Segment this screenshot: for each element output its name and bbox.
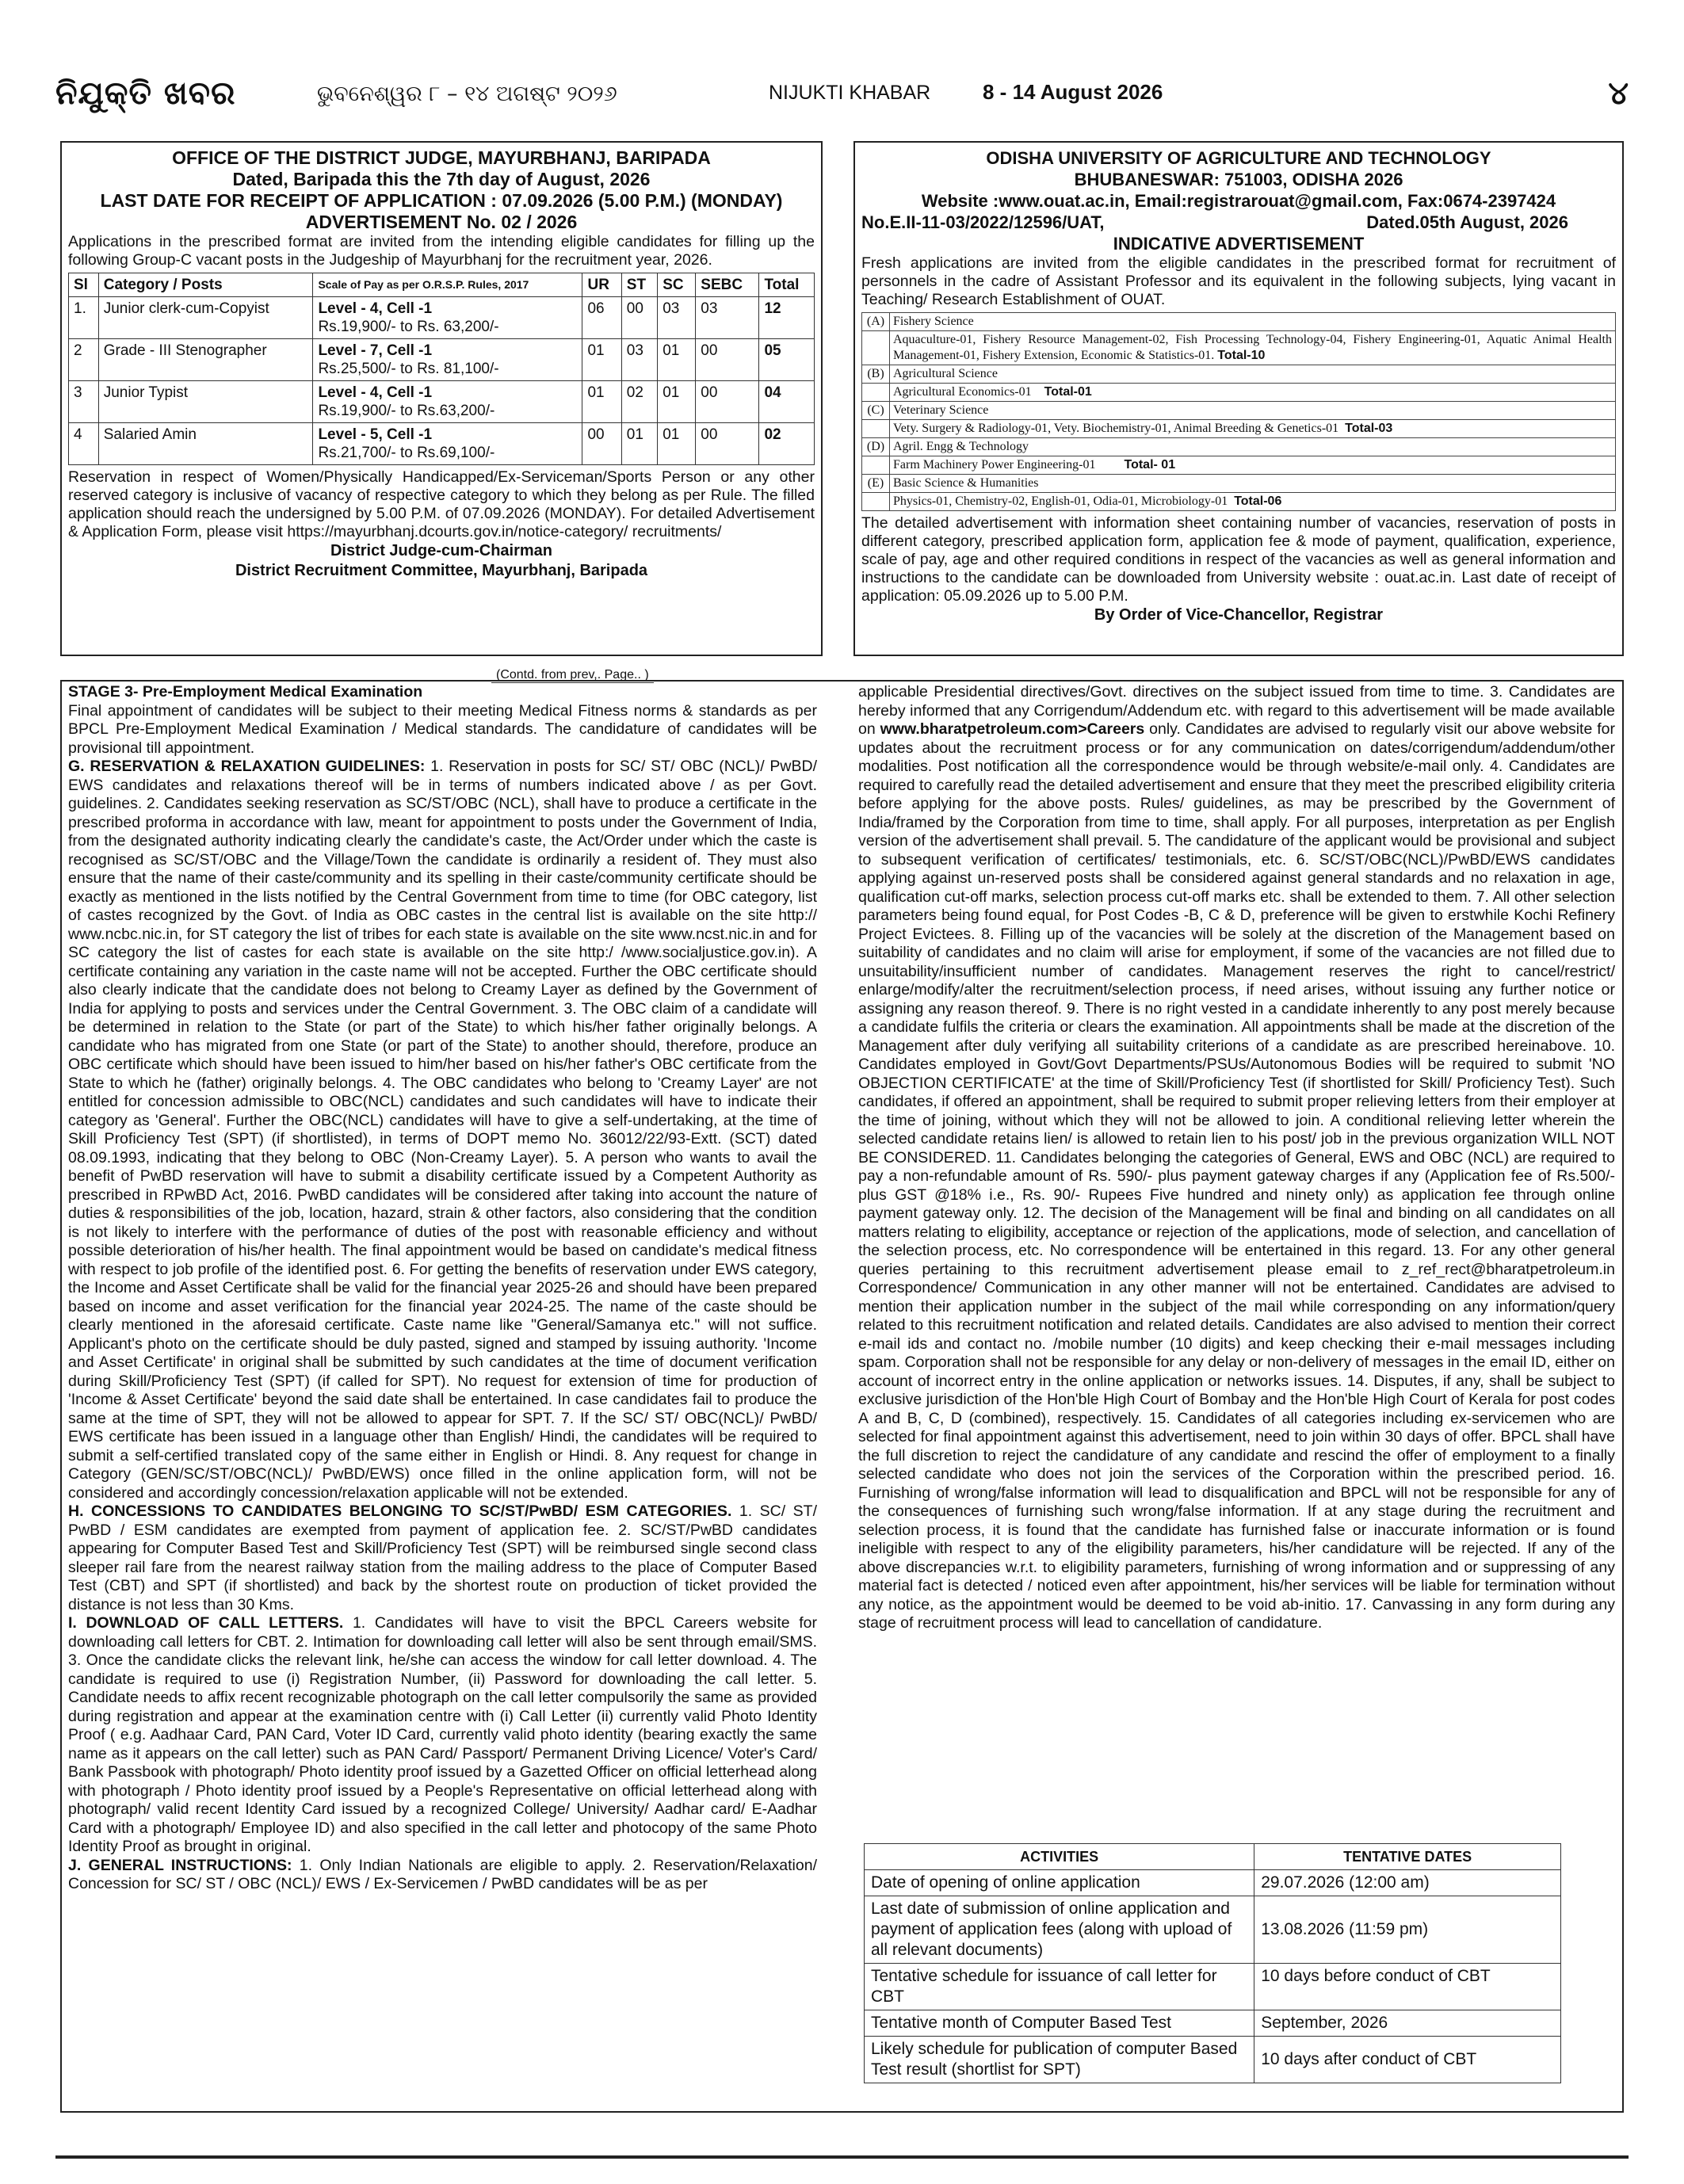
ouat-adv-title: INDICATIVE ADVERTISEMENT bbox=[1113, 234, 1365, 254]
judge-title: OFFICE OF THE DISTRICT JUDGE, MAYURBHANJ, BARIPADA bbox=[172, 147, 711, 168]
cell-total: 12 bbox=[759, 297, 815, 339]
group-letter: (B) bbox=[862, 365, 890, 384]
bpcl-left-column bbox=[68, 683, 817, 1894]
group-name: Agricultural Science bbox=[890, 365, 1616, 384]
judge-sign-2: District Recruitment Committee, Mayurbhanj, Baripada bbox=[235, 562, 648, 579]
cell-sebc: 00 bbox=[696, 423, 759, 465]
col-total: Total bbox=[759, 273, 815, 297]
table-row bbox=[865, 2010, 1561, 2037]
table-row bbox=[69, 381, 815, 423]
cell-st: 00 bbox=[621, 297, 657, 339]
group-total: Total-10 bbox=[1217, 349, 1266, 362]
cell-sc: 01 bbox=[658, 381, 696, 423]
table-row bbox=[862, 456, 1616, 475]
activity-cell: Date of opening of online application bbox=[865, 1870, 1254, 1896]
cell-scale bbox=[313, 381, 582, 423]
table-row bbox=[862, 331, 1616, 365]
ouat-address: BHUBANESWAR: 751003, ODISHA 2026 bbox=[1074, 170, 1403, 189]
cell-post: Grade - III Stenographer bbox=[98, 339, 313, 381]
judge-last-date: LAST DATE FOR RECEIPT OF APPLICATION : 07.09.2026 (5.00 P.M.) (MONDAY) bbox=[100, 190, 783, 211]
col-category: Category / Posts bbox=[98, 273, 313, 297]
page-header bbox=[55, 75, 1629, 123]
edition-date: 8 - 14 August 2026 bbox=[983, 80, 1163, 104]
cell-sl: 1. bbox=[69, 297, 99, 339]
group-name: Basic Science & Humanities bbox=[890, 475, 1616, 493]
ouat-ad bbox=[853, 141, 1624, 656]
cell-total: 05 bbox=[759, 339, 815, 381]
subject-table bbox=[861, 312, 1616, 511]
table-row bbox=[862, 420, 1616, 438]
date-cell: 10 days before conduct of CBT bbox=[1254, 1964, 1561, 2010]
cell-post: Junior Typist bbox=[98, 381, 313, 423]
judge-dated: Dated, Baripada this the 7th day of August, 2026 bbox=[232, 169, 651, 189]
activities-header-row bbox=[865, 1844, 1561, 1870]
district-judge-ad bbox=[60, 141, 823, 656]
page-number: ୪ bbox=[1608, 75, 1629, 112]
right-text-1: applicable Presidential directives/Govt. directives on the subject issued from time to time. 3. Candidates are hereby informed that any Corrigendum/Addendum etc. with regard to this advertisement will be made available on bbox=[858, 683, 1615, 738]
cell-level: Level - 7, Cell -1 bbox=[318, 342, 433, 359]
judge-sign-1: District Judge-cum-Chairman bbox=[330, 542, 553, 559]
table-row bbox=[865, 1964, 1561, 2010]
group-name: Agril. Engg & Technology bbox=[890, 438, 1616, 456]
date-cell: 29.07.2026 (12:00 am) bbox=[1254, 1870, 1561, 1896]
ouat-ref-no: No.E.II-11-03/2022/12596/UAT, bbox=[861, 212, 1105, 232]
cell-sc: 01 bbox=[658, 339, 696, 381]
cell-sc: 01 bbox=[658, 423, 696, 465]
col-sc: SC bbox=[658, 273, 696, 297]
col-sl: Sl bbox=[69, 273, 99, 297]
activity-cell: Last date of submission of online application and payment of application fees (along with upload of all relevant documents) bbox=[865, 1896, 1254, 1964]
activities-table bbox=[864, 1843, 1561, 2083]
group-total: Total-06 bbox=[1234, 494, 1282, 508]
cell-scale bbox=[313, 423, 582, 465]
masthead-logo: ନିଯୁକ୍ତି ଖବର bbox=[55, 75, 236, 112]
table-row bbox=[862, 402, 1616, 420]
table-row bbox=[862, 313, 1616, 331]
bpcl-careers-link[interactable]: www.bharatpetroleum.com>Careers bbox=[880, 720, 1145, 738]
group-subjects: Vety. Surgery & Radiology-01, Vety. Biochemistry-01, Animal Breeding & Genetics-01 Total-03 bbox=[890, 420, 1616, 438]
group-subjects: Aquaculture-01, Fishery Resource Management-02, Fish Processing Technology-04, Fishery Engineering-01, Aquatic Animal Health Management-01, Fishery Extension, Economic & Statistics-01. Total-10 bbox=[890, 331, 1616, 365]
cell-pay: Rs.21,700/- to Rs.69,100/- bbox=[318, 445, 495, 461]
group-total: Total-01 bbox=[1044, 385, 1092, 399]
paper-name: NIJUKTI KHABAR bbox=[769, 82, 931, 104]
cell-sl: 3 bbox=[69, 381, 99, 423]
group-total: Total-03 bbox=[1345, 422, 1393, 435]
bpcl-right-column bbox=[858, 683, 1615, 1633]
cell-ur: 01 bbox=[582, 381, 621, 423]
cell-sc: 03 bbox=[658, 297, 696, 339]
ouat-sign: By Order of Vice-Chancellor, Registrar bbox=[1094, 606, 1384, 624]
vacancy-header-row bbox=[69, 273, 815, 297]
group-subjects: Farm Machinery Power Engineering-01 Total- 01 bbox=[890, 456, 1616, 475]
call-letters-section: I. DOWNLOAD OF CALL LETTERS. 1. Candidates will have to visit the BPCL Careers website for downloading call letters for CBT. 2. Intimation for downloading call letter will also be sent through email/SMS. 3. Once the candidate clicks the relevant link, he/she can access the window for call letter download. 4. The candidate is required to use (i) Registration Number, (ii) Password for downloading the call letter. 5. Candidate needs to affix recent recognizable photograph on the call letter compulsorily the same as provided during registration and appear at the examination centre with (i) Call Letter (ii) currently valid Photo Identity Proof ( e.g. Aadhaar Card, PAN Card, Voter ID Card, currently valid photo identity (bearing exactly the same name as it appears on the call letter) such as PAN Card/ Passport/ Permanent Driving Licence/ Voter's Card/ Bank Passbook with photograph/ Photo identity proof issued by a Gazetted Officer on official letterhead along with photograph / Photo identity proof issued by a People's Representative on official letterhead along with photograph/ valid recent Identity Card issued by a recognized College/ University/ Aadhar card/ E-Aadhar Card with a photograph/ Employee ID) and also specified in the call letter and photocopy of the same Photo Identity Proof as brought in original. bbox=[68, 1614, 817, 1855]
cell-pay: Rs.25,500/- to Rs. 81,100/- bbox=[318, 361, 499, 377]
group-letter: (D) bbox=[862, 438, 890, 456]
col-ur: UR bbox=[582, 273, 621, 297]
odia-date: ଭୁବନେଶ୍ୱର ୮ – ୧୪ ଅଗଷ୍ଟ ୨୦୨୬ bbox=[317, 82, 617, 106]
col-st: ST bbox=[621, 273, 657, 297]
general-instructions-section: J. GENERAL INSTRUCTIONS: 1. Only Indian Nationals are eligible to apply. 2. Reservation/Relaxation/ Concession for SC/ ST / OBC (NCL)/ EWS / Ex-Servicemen / PwBD candidates will be as per bbox=[68, 1856, 817, 1892]
table-row bbox=[862, 438, 1616, 456]
date-cell: 13.08.2026 (11:59 pm) bbox=[1254, 1896, 1561, 1964]
table-row bbox=[862, 384, 1616, 402]
cell-st: 02 bbox=[621, 381, 657, 423]
table-row bbox=[862, 493, 1616, 511]
cell-sl: 4 bbox=[69, 423, 99, 465]
activity-cell: Tentative schedule for issuance of call letter for CBT bbox=[865, 1964, 1254, 2010]
table-row bbox=[69, 339, 815, 381]
cell-post: Junior clerk-cum-Copyist bbox=[98, 297, 313, 339]
table-row bbox=[862, 475, 1616, 493]
table-row bbox=[69, 423, 815, 465]
group-subjects: Physics-01, Chemistry-02, English-01, Odia-01, Microbiology-01 Total-06 bbox=[890, 493, 1616, 511]
cell-st: 01 bbox=[621, 423, 657, 465]
table-row bbox=[865, 2037, 1561, 2083]
col-activities: ACTIVITIES bbox=[865, 1844, 1254, 1870]
ouat-intro: Fresh applications are invited from the eligible candidates in the prescribed format for recruitment of personnels in the cadre of Assistant Professor and its equivalent in the following subjects, lying vacant in Teaching/ Research Establishment of OUAT. bbox=[861, 254, 1616, 308]
table-row bbox=[865, 1870, 1561, 1896]
date-cell: September, 2026 bbox=[1254, 2010, 1561, 2037]
col-sebc: SEBC bbox=[696, 273, 759, 297]
cell-sebc: 00 bbox=[696, 339, 759, 381]
cell-total: 04 bbox=[759, 381, 815, 423]
ouat-contact: Website :www.ouat.ac.in, Email:registrarouat@gmail.com, Fax:0674-2397424 bbox=[921, 191, 1556, 211]
judge-footer: Reservation in respect of Women/Physically Handicapped/Ex-Serviceman/Sports Person or any other reserved category is inclusive of vacancy of respective category to which they belong as per Rule. The filled application should reach the undersigned by 5.00 P.M. of 07.09.2026 (MONDAY). For detailed Advertisement & Application Form, please visit https://mayurbhanj.dcourts.gov.in/notice-category/ recruitments/ bbox=[68, 468, 815, 540]
stage3-section: STAGE 3- Pre-Employment Medical Examination Final appointment of candidates will be subject to their meeting Medical Fitness norms & standards as per BPCL Pre-Employment Medical Examination / Medical standards. The candidature of candidates will be provisional till appointment. bbox=[68, 683, 817, 757]
judge-adv-no: ADVERTISEMENT No. 02 / 2026 bbox=[305, 212, 578, 232]
concessions-section: H. CONCESSIONS TO CANDIDATES BELONGING TO SC/ST/PwBD/ ESM CATEGORIES. 1. SC/ ST/ PwBD / ESM candidates are exempted from payment of application fee. 2. SC/ST/PwBD candidates appearing for Computer Based Test and Skill/Proficiency Test (SPT) will be reimbursed single second class sleeper rail fare from the nearest railway station from the mailing address to the place of Computer Based Test (CBT) and SPT (if shortlisted) and back by the shortest route on production of ticket provided the distance is not less than 30 Kms. bbox=[68, 1502, 817, 1613]
cell-ur: 06 bbox=[582, 297, 621, 339]
bottom-rule bbox=[55, 2155, 1629, 2159]
cell-level: Level - 4, Cell -1 bbox=[318, 384, 433, 401]
ouat-ref bbox=[861, 212, 1616, 233]
cell-level: Level - 5, Cell -1 bbox=[318, 426, 433, 443]
ouat-footer: The detailed advertisement with information sheet containing number of vacancies, reservation of posts in different category, prescribed application form, application fee & mode of payment, qualification, experience, scale of pay, age and other required conditions in respect of the vacancies as well as general information and instructions to the candidate can be downloaded from University website : ouat.ac.in. Last date of receipt of application: 05.09.2026 up to 5.00 P.M. bbox=[861, 514, 1616, 605]
group-letter: (A) bbox=[862, 313, 890, 331]
activity-cell: Likely schedule for publication of computer Based Test result (shortlist for SPT) bbox=[865, 2037, 1254, 2083]
reservation-section: G. RESERVATION & RELAXATION GUIDELINES: 1. Reservation in posts for SC/ ST/ OBC (NCL)/ PwBD/ EWS candidates and relaxations thereof will be in terms of numbers indicated above / as per Govt. guidelines. 2. Candidates seeking reservation as SC/ST/OBC (NCL), shall have to produce a certificate in the prescribed proforma in accordance with law, meant for appointment to posts under the Government of India, from the designated authority indicating clearly the candidate's caste, the Act/Order under which the caste is recognised as SC/ST/OBC and the Village/Town the candidate is ordinarily a resident of. They must also ensure that the name of their caste/community and its spelling in their caste/community certificate should be exactly as mentioned in the lists notified by the Central Government from time to time (for OBC category, list of castes recognized by the Govt. of India as OBC castes in the central list is available on the site http:// www.ncbc.nic.in, for ST category the list of tribes for each state is available on the site www.ncst.nic.in and for SC category the list of castes for each state is available on the site http:/ /www.socialjustice.gov.in). A certificate containing any variation in the caste name will not be accepted. Further the OBC certificate should also clearly indicate that the candidate does not belong to Creamy Layer as defined by the Government of India for applying to posts and services under the Central Government. 3. The OBC claim of a candidate will be determined in relation to the State (or part of the State) to which his/her father originally belongs. A candidate who has migrated from one State (or part of the State) to another should, therefore, produce an OBC certificate which should have been issued to him/her based on his/her father's OBC certificate from the State to which he (father) originally belongs. 4. The OBC candidates who belong to 'Creamy Layer' are not entitled for concession admissible to OBC(NCL) candidates and such candidates will have to indicate their category as 'General'. Further the OBC(NCL) candidates will have to give a self-undertaking, at the time of Skill Proficiency Test (SPT) (if shortlisted), in terms of DOPT memo No. 36012/22/93-Extt. (SCT) dated 08.09.1993, indicating that they belong to OBC (Non-Creamy Layer). 5. A person who wants to avail the benefit of PwBD reservation will have to submit a disability certificate issued by a Competent Authority as prescribed in RPwBD Act, 2016. PwBD candidates will be considered after taking into account the nature of duties & responsibilities of the job, location, hazard, strain & other factors, also considering that the condition is not likely to interfere with the performance of duties of the post with reasonable efficiency and without possible deterioration of his/her health. The final appointment would be based on candidate's medical fitness with respect to job profile of the identified post. 6. For getting the benefits of reservation under EWS category, the Income and Asset Certificate shall be valid for the financial year 2025-26 and should have been prepared based on income and asset verification for the financial year 2024-25. The name of the caste should be clearly mentioned in the aforesaid certificate. Caste name like "General/Samanya etc." will not suffice. Applicant's photo on the certificate should be duly pasted, signed and stamped by issuing authority. 'Income and Asset Certificate' in original shall be submitted by such candidates at the time of document verification during Skill/Proficiency Test (SPT) (if called for SPT). No request for extension of time for production of 'Income & Asset Certificate' beyond the said date shall be entertained. In case candidates fail to produce the same at the time of SPT, they will not be allowed to appear for SPT. 7. If the SC/ ST/ OBC(NCL)/ PwBD/ EWS certificate has been issued in a language other than English/ Hindi, the candidates will be required to submit a self-certified translated copy of the same either in English or Hindi. 8. Any request for change in Category (GEN/SC/ST/OBC(NCL)/ PwBD/EWS) once filled in the online application form, will not be considered and accordingly concession/relaxation applicable will not be extended. bbox=[68, 758, 818, 1502]
group-letter: (E) bbox=[862, 475, 890, 493]
table-row bbox=[865, 1896, 1561, 1964]
group-letter: (C) bbox=[862, 402, 890, 420]
cell-level: Level - 4, Cell -1 bbox=[318, 300, 433, 317]
activity-cell: Tentative month of Computer Based Test bbox=[865, 2010, 1254, 2037]
group-name: Veterinary Science bbox=[890, 402, 1616, 420]
date-cell: 10 days after conduct of CBT bbox=[1254, 2037, 1561, 2083]
cell-sebc: 03 bbox=[696, 297, 759, 339]
cell-sl: 2 bbox=[69, 339, 99, 381]
judge-intro: Applications in the prescribed format are invited from the intending eligible candidates for filling up the following Group-C vacant posts in the Judgeship of Mayurbhanj for the recruitment year, 2026. bbox=[68, 233, 815, 269]
ouat-ref-date: Dated.05th August, 2026 bbox=[1366, 212, 1568, 232]
ouat-title: ODISHA UNIVERSITY OF AGRICULTURE AND TECHNOLOGY bbox=[986, 148, 1491, 168]
cell-scale bbox=[313, 297, 582, 339]
continued-note: (Contd. from prev,. Page.. ) bbox=[491, 668, 654, 683]
col-scale: Scale of Pay as per O.R.S.P. Rules, 2017 bbox=[313, 273, 582, 297]
col-dates: TENTATIVE DATES bbox=[1254, 1844, 1561, 1870]
cell-sebc: 00 bbox=[696, 381, 759, 423]
cell-pay: Rs.19,900/- to Rs. 63,200/- bbox=[318, 319, 499, 335]
cell-st: 03 bbox=[621, 339, 657, 381]
table-row bbox=[69, 297, 815, 339]
cell-ur: 00 bbox=[582, 423, 621, 465]
cell-scale bbox=[313, 339, 582, 381]
right-text-2: only. Candidates are advised to regularly visit our above website for updates about the recruitment process or for any communication on dates/corrigendum/addendum/other modalities. Post notification all the correspondence would be through website/e-mail only. 4. Candidates are required to carefully read the detailed advertisement and ensure that they meet the prescribed eligibility criteria before applying for the above posts. Rules/ guidelines, as may be prescribed by the Government of India/framed by the Corporation from time to time, shall apply. For all purposes, interpretation as per English version of the advertisement shall prevail. 5. The candidature of the applicant would be provisional and subject to subsequent verification of certificates/ testimonials, etc. 6. SC/ST/OBC(NCL)/PwBD/EWS candidates applying against un-reserved posts shall be considered against general standards and no relaxation in age, qualification cut-off marks, selection process cut-off marks etc. shall be extended to them. 7. All other selection parameters being found equal, for Post Codes -B, C & D, preference will be given to erstwhile Kochi Refinery Project Evictees. 8. Filling up of the vacancies will be solely at the discretion of the Management based on suitability of candidates and no claim will arise for employment, if some of the vacancies are not filled due to unsuitability/insufficient number of candidates. Management reserves the right to cancel/restrict/ enlarge/modify/alter the recruitment/selection process, if need arises, without issuing any further notice or assigning any reason thereof. 9. There is no right vested in a candidate inherently to any post merely because a candidate fulfils the criteria or clears the examination. All appointments shall be made at the discretion of the Management after duly verifying all suitability criterions of a candidate as are prescribed hereinabove. 10. Candidates employed in Govt/Govt Departments/PSUs/Autonomous Bodies will be required to submit 'NO OBJECTION CERTIFICATE' at the time of Skill/Proficiency Test (if shortlisted for Skill/ Proficiency Test). Such candidates, if offered an appointment, shall be required to submit proper relieving letters from their employer at the time of joining, without which they will not be allowed to join. A conditional relieving letter wherein the selected candidate retains lien/ is allowed to retain lien to his post/ job in the previous organization WILL NOT BE CONSIDERED. 11. Candidates belonging the categories of General, EWS and OBC (NCL) are required to pay a non-refundable amount of Rs. 590/- plus payment gateway charges if any (Application fee of Rs.500/- plus GST @18% i.e., Rs. 90/- Rupees Five hundred and ninety only) as application fee through online payment gateway only. 12. The decision of the Management will be final and binding on all candidates on all matters relating to eligibility, acceptance or rejection of the applications, mode of selection, and cancellation of the selection process, etc. No correspondence will be entertained in this regard. 13. For any other general queries pertaining to this recruitment advertisement please email to z_ref_rect@bharatpetroleum.in Correspondence/ Communication in any other manner will not be entertained. Candidates are advised to mention their application number in the subject of the mail while corresponding on any information/query related to this recruitment notification and related details. Candidates are also advised to mention their correct e-mail ids and contact no. /mobile number (10 digits) and keep checking their e-mail messages including spam. Corporation shall not be responsible for any delay or non-delivery of messages in the email ID, either on account of incorrect entry in the online application or networks issues. 14. Disputes, if any, shall be subject to exclusive jurisdiction of the Hon'ble High Court of Bombay and the Hon'ble High Court of Kerala for post codes A and B, C, D (combined), respectively. 15. Candidates of all categories including ex-servicemen who are selected for final appointment against this advertisement, need to join within 30 days of offer. BPCL shall have the full discretion to reject the candidature of any candidate and rescind the offer of employment to a finally selected candidate who does not join the services of the Corporation within the prescribed period. 16. Furnishing of wrong/false information will lead to disqualification and BPCL will not be responsible for any of the consequences of furnishing such wrong/false information. If at any stage during the recruitment and selection process, it is found that the candidate has furnished false or inaccurate information or is found ineligible with respect to any of the eligibility parameters, his/her candidature will be rejected. If any of the above discrepancies w.r.t. to eligibility parameters, furnishing of wrong information and or suppressing of any material fact is detected / noticed even after appointment, his/her services will be liable for termination without any notice, as the appointment would be deemed to be void ab-initio. 17. Canvassing in any form during any stage of recruitment process will lead to cancellation of candidature. bbox=[858, 720, 1616, 1632]
table-row bbox=[862, 365, 1616, 384]
group-total: Total- 01 bbox=[1124, 458, 1176, 472]
cell-post: Salaried Amin bbox=[98, 423, 313, 465]
group-subjects: Agricultural Economics-01 Total-01 bbox=[890, 384, 1616, 402]
cell-ur: 01 bbox=[582, 339, 621, 381]
cell-pay: Rs.19,900/- to Rs.63,200/- bbox=[318, 403, 495, 419]
group-name: Fishery Science bbox=[890, 313, 1616, 331]
cell-total: 02 bbox=[759, 423, 815, 465]
vacancy-table bbox=[68, 273, 815, 465]
